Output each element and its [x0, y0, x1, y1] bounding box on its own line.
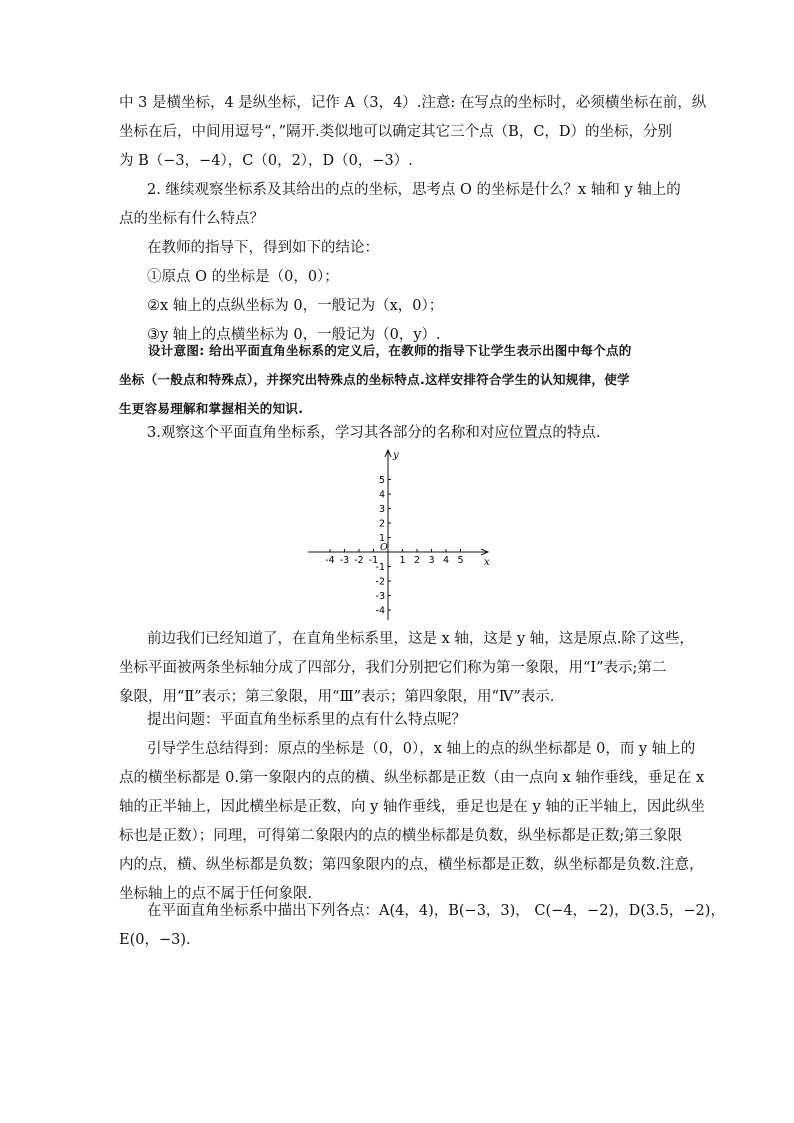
x-tick-label: 2 [413, 555, 421, 566]
text-line: 为 B（−3，−4），C（0，2），D（0，−3）. [119, 153, 413, 169]
text-line: 点的坐标有什么特点？ [119, 211, 264, 227]
text-line: 在平面直角坐标系中描出下列各点：A(4，4)，B(−3，3)， C(−4，−2)，D(3.5，−2)， [147, 903, 725, 919]
text-line: 坐标在后，中间用逗号“，”隔开.类似地可以确定其它三个点（B，C，D）的坐标，分别 [119, 124, 673, 140]
paragraph-summary [119, 735, 705, 909]
y-tick-label: 2 [378, 518, 385, 530]
y-tick-label: -3 [375, 591, 385, 602]
text-line: 2. 继续观察坐标系及其给出的点的坐标，思考点 O 的坐标是什么？x 轴和 y 轴上的 [147, 182, 681, 198]
paragraph-teacher-guidance [119, 234, 679, 263]
conclusion-item-origin: ①原点 O 的坐标是（0，0）； [147, 269, 339, 285]
text-line: 坐标轴上的点不属于任何象限. [119, 886, 313, 902]
coordinate-plane-figure [300, 446, 530, 626]
text-line: 3.观察这个平面直角坐标系，学习其各部分的名称和对应位置点的特点. [147, 425, 601, 441]
conclusion-item-x-axis: ②x 轴上的点纵坐标为 0，一般记为（x，0）； [147, 298, 444, 314]
text-line: 内的点，横、纵坐标都是负数；第四象限内的点，横坐标都是正数，纵坐标都是负数.注意， [119, 857, 704, 873]
origin-label: O [380, 542, 388, 553]
paragraph-quadrants [119, 625, 694, 712]
axes-group [308, 450, 490, 620]
y-tick-label: 4 [378, 489, 385, 501]
text-line: 坐标平面被两条坐标轴分成了四部分，我们分别把它们称为第一象限，用“Ⅰ”表示;第二 [119, 660, 667, 676]
text-line: 点的横坐标都是 0.第一象限内的点的横、纵坐标都是正数（由一点向 x 轴作垂线，垂足在 x [119, 770, 705, 786]
paragraph-question-2 [119, 176, 679, 234]
design-intent-note [148, 336, 683, 365]
paragraph-plot-exercise [119, 897, 725, 955]
design-intent-note-cont [119, 365, 654, 423]
text-line: 引导学生总结得到：原点的坐标是（0，0），x 轴上的点的纵坐标都是 0，而 y 轴上的 [147, 741, 696, 757]
y-tick-label: -4 [375, 605, 385, 617]
text-line: 提出问题：平面直角坐标系里的点有什么特点呢？ [147, 712, 466, 728]
text-line: 设计意图: 给出平面直角坐标系的定义后，在教师的指导下让学生表示出图中每个点的 [148, 343, 632, 358]
text-line: 生更容易理解和掌握相关的知识. [119, 401, 304, 416]
x-tick-label: 1 [399, 555, 406, 566]
paragraph-raise-question [119, 706, 679, 735]
paragraph-question-3 [119, 419, 679, 448]
x-axis-label: x [484, 557, 490, 568]
text-line: 坐标（一般点和特殊点），并探究出特殊点的坐标特点.这样安排符合学生的认知规律，使学 [119, 372, 630, 387]
x-tick-label: 4 [442, 555, 450, 566]
x-tick-label: -4 [325, 555, 335, 566]
y-tick-label: 3 [378, 504, 385, 515]
ticks-group [325, 475, 463, 617]
text-line: 中 3 是横坐标，4 是纵坐标，记作 A（3，4）.注意: 在写点的坐标时，必须横坐标在前，纵 [119, 95, 707, 111]
x-tick-label: -3 [339, 555, 350, 566]
text-line: 标也是正数）；同理，可得第二象限内的点的横坐标都是负数，纵坐标都是正数;第三象限 [119, 828, 683, 844]
text-line: 轴的正半轴上，因此横坐标是正数，向 y 轴作垂线，垂足也是在 y 轴的正半轴上，因此纵坐 [119, 799, 705, 815]
text-line: E(0，−3). [119, 932, 191, 948]
text-line: 前边我们已经知道了，在直角坐标系里，这是 x 轴，这是 y 轴，这是原点.除了这些， [147, 631, 694, 647]
paragraph-coordinates-intro [119, 89, 707, 176]
text-line: 象限，用“Ⅱ”表示；第三象限，用“Ⅲ”表示；第四象限，用“Ⅳ”表示. [119, 689, 555, 705]
x-tick-label: -2 [354, 555, 364, 566]
x-tick-label: 3 [428, 555, 435, 566]
y-tick-label: 5 [378, 475, 385, 486]
text-line: 在教师的指导下，得到如下的结论： [147, 240, 379, 256]
y-tick-label: -2 [375, 576, 385, 588]
y-axis-label: y [393, 450, 399, 461]
y-tick-label: -1 [375, 562, 385, 573]
x-tick-label: 5 [457, 555, 464, 566]
y-tick-label: 1 [378, 533, 385, 544]
x-tick-label: -1 [368, 555, 379, 566]
conclusion-item-y-axis: ③y 轴上的点横坐标为 0，一般记为（0，y）. [147, 327, 441, 343]
